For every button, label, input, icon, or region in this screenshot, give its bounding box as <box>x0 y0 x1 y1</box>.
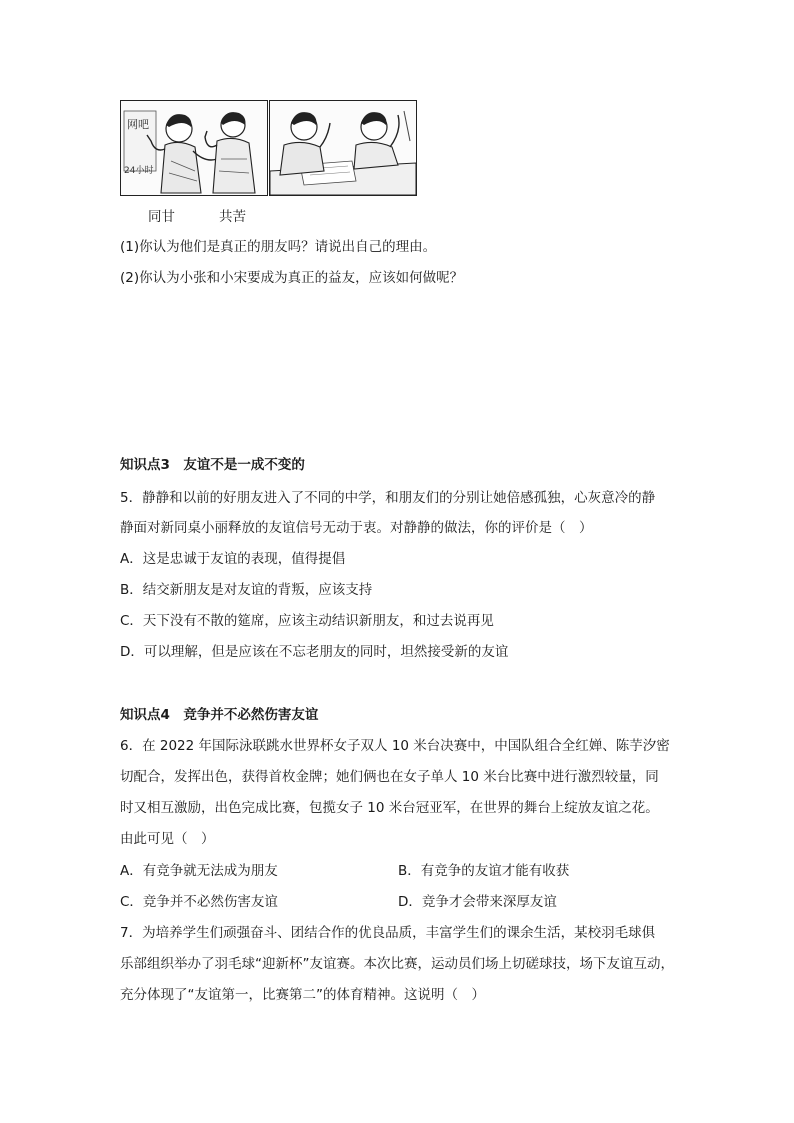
question-6-line-3: 时又相互激励，出色完成比赛，包揽女子 10 米台冠亚军，在世界的舞台上绽放友谊之花。 <box>120 800 659 816</box>
section-4-heading: 知识点4 竞争并不必然伤害友谊 <box>120 707 319 723</box>
question-5-line-2: 静面对新同桌小丽释放的友谊信号无动于衷。对静静的做法，你的评价是（ ） <box>120 520 593 536</box>
question-5-option-c[interactable]: C．天下没有不散的筵席，应该主动结识新朋友，和过去说再见 <box>120 613 494 629</box>
boys-at-internet-cafe-drawing <box>121 101 267 195</box>
question-6-option-c[interactable]: C．竞争并不必然伤害友谊 <box>120 894 278 910</box>
boys-at-desk-drawing <box>270 101 416 195</box>
question-5-option-b[interactable]: B．结交新朋友是对友谊的背叛，应该支持 <box>120 582 373 598</box>
question-5-option-a[interactable]: A．这是忠诚于友谊的表现，值得提倡 <box>120 551 346 567</box>
comic-panel-right <box>269 100 417 196</box>
caption-right: 共苦 <box>219 209 246 225</box>
question-6-line-1: 6．在 2022 年国际泳联跳水世界杯女子双人 10 米台决赛中，中国队组合全红婵、陈芋汐密 <box>120 738 670 754</box>
question-6-line-4: 由此可见（ ） <box>120 831 215 847</box>
question-2: (2)你认为小张和小宋要成为真正的益友，应该如何做呢？ <box>120 270 464 286</box>
sign-text: 网吧 <box>127 118 149 131</box>
question-7-line-2: 乐部组织举办了羽毛球“迎新杯”友谊赛。本次比赛，运动员们场上切磋球技，场下友谊互动， <box>120 956 674 972</box>
question-7-line-3: 充分体现了“友谊第一，比赛第二”的体育精神。这说明（ ） <box>120 987 485 1003</box>
question-6-option-b[interactable]: B．有竞争的友谊才能有收获 <box>398 863 570 879</box>
question-1: (1)你认为他们是真正的朋友吗？请说出自己的理由。 <box>120 239 437 255</box>
question-6-line-2: 切配合，发挥出色，获得首枚金牌；她们俩也在女子单人 10 米台比赛中进行激烈较量，同 <box>120 769 659 785</box>
caption-left: 同甘 <box>148 209 175 225</box>
section-3-heading: 知识点3 友谊不是一成不变的 <box>120 457 305 473</box>
comic-panel-left <box>120 100 268 196</box>
question-6-option-d[interactable]: D．竞争才会带来深厚友谊 <box>398 894 557 910</box>
question-5-option-d[interactable]: D．可以理解，但是应该在不忘老朋友的同时，坦然接受新的友谊 <box>120 644 509 660</box>
sign-hours-text: 24小时 <box>124 166 154 176</box>
question-5-line-1: 5．静静和以前的好朋友进入了不同的中学，和朋友们的分别让她倍感孤独，心灰意冷的静 <box>120 490 656 506</box>
comic-illustration <box>120 100 416 196</box>
question-6-option-a[interactable]: A．有竞争就无法成为朋友 <box>120 863 278 879</box>
question-7-line-1: 7．为培养学生们顽强奋斗、团结合作的优良品质，丰富学生们的课余生活，某校羽毛球俱 <box>120 925 656 941</box>
